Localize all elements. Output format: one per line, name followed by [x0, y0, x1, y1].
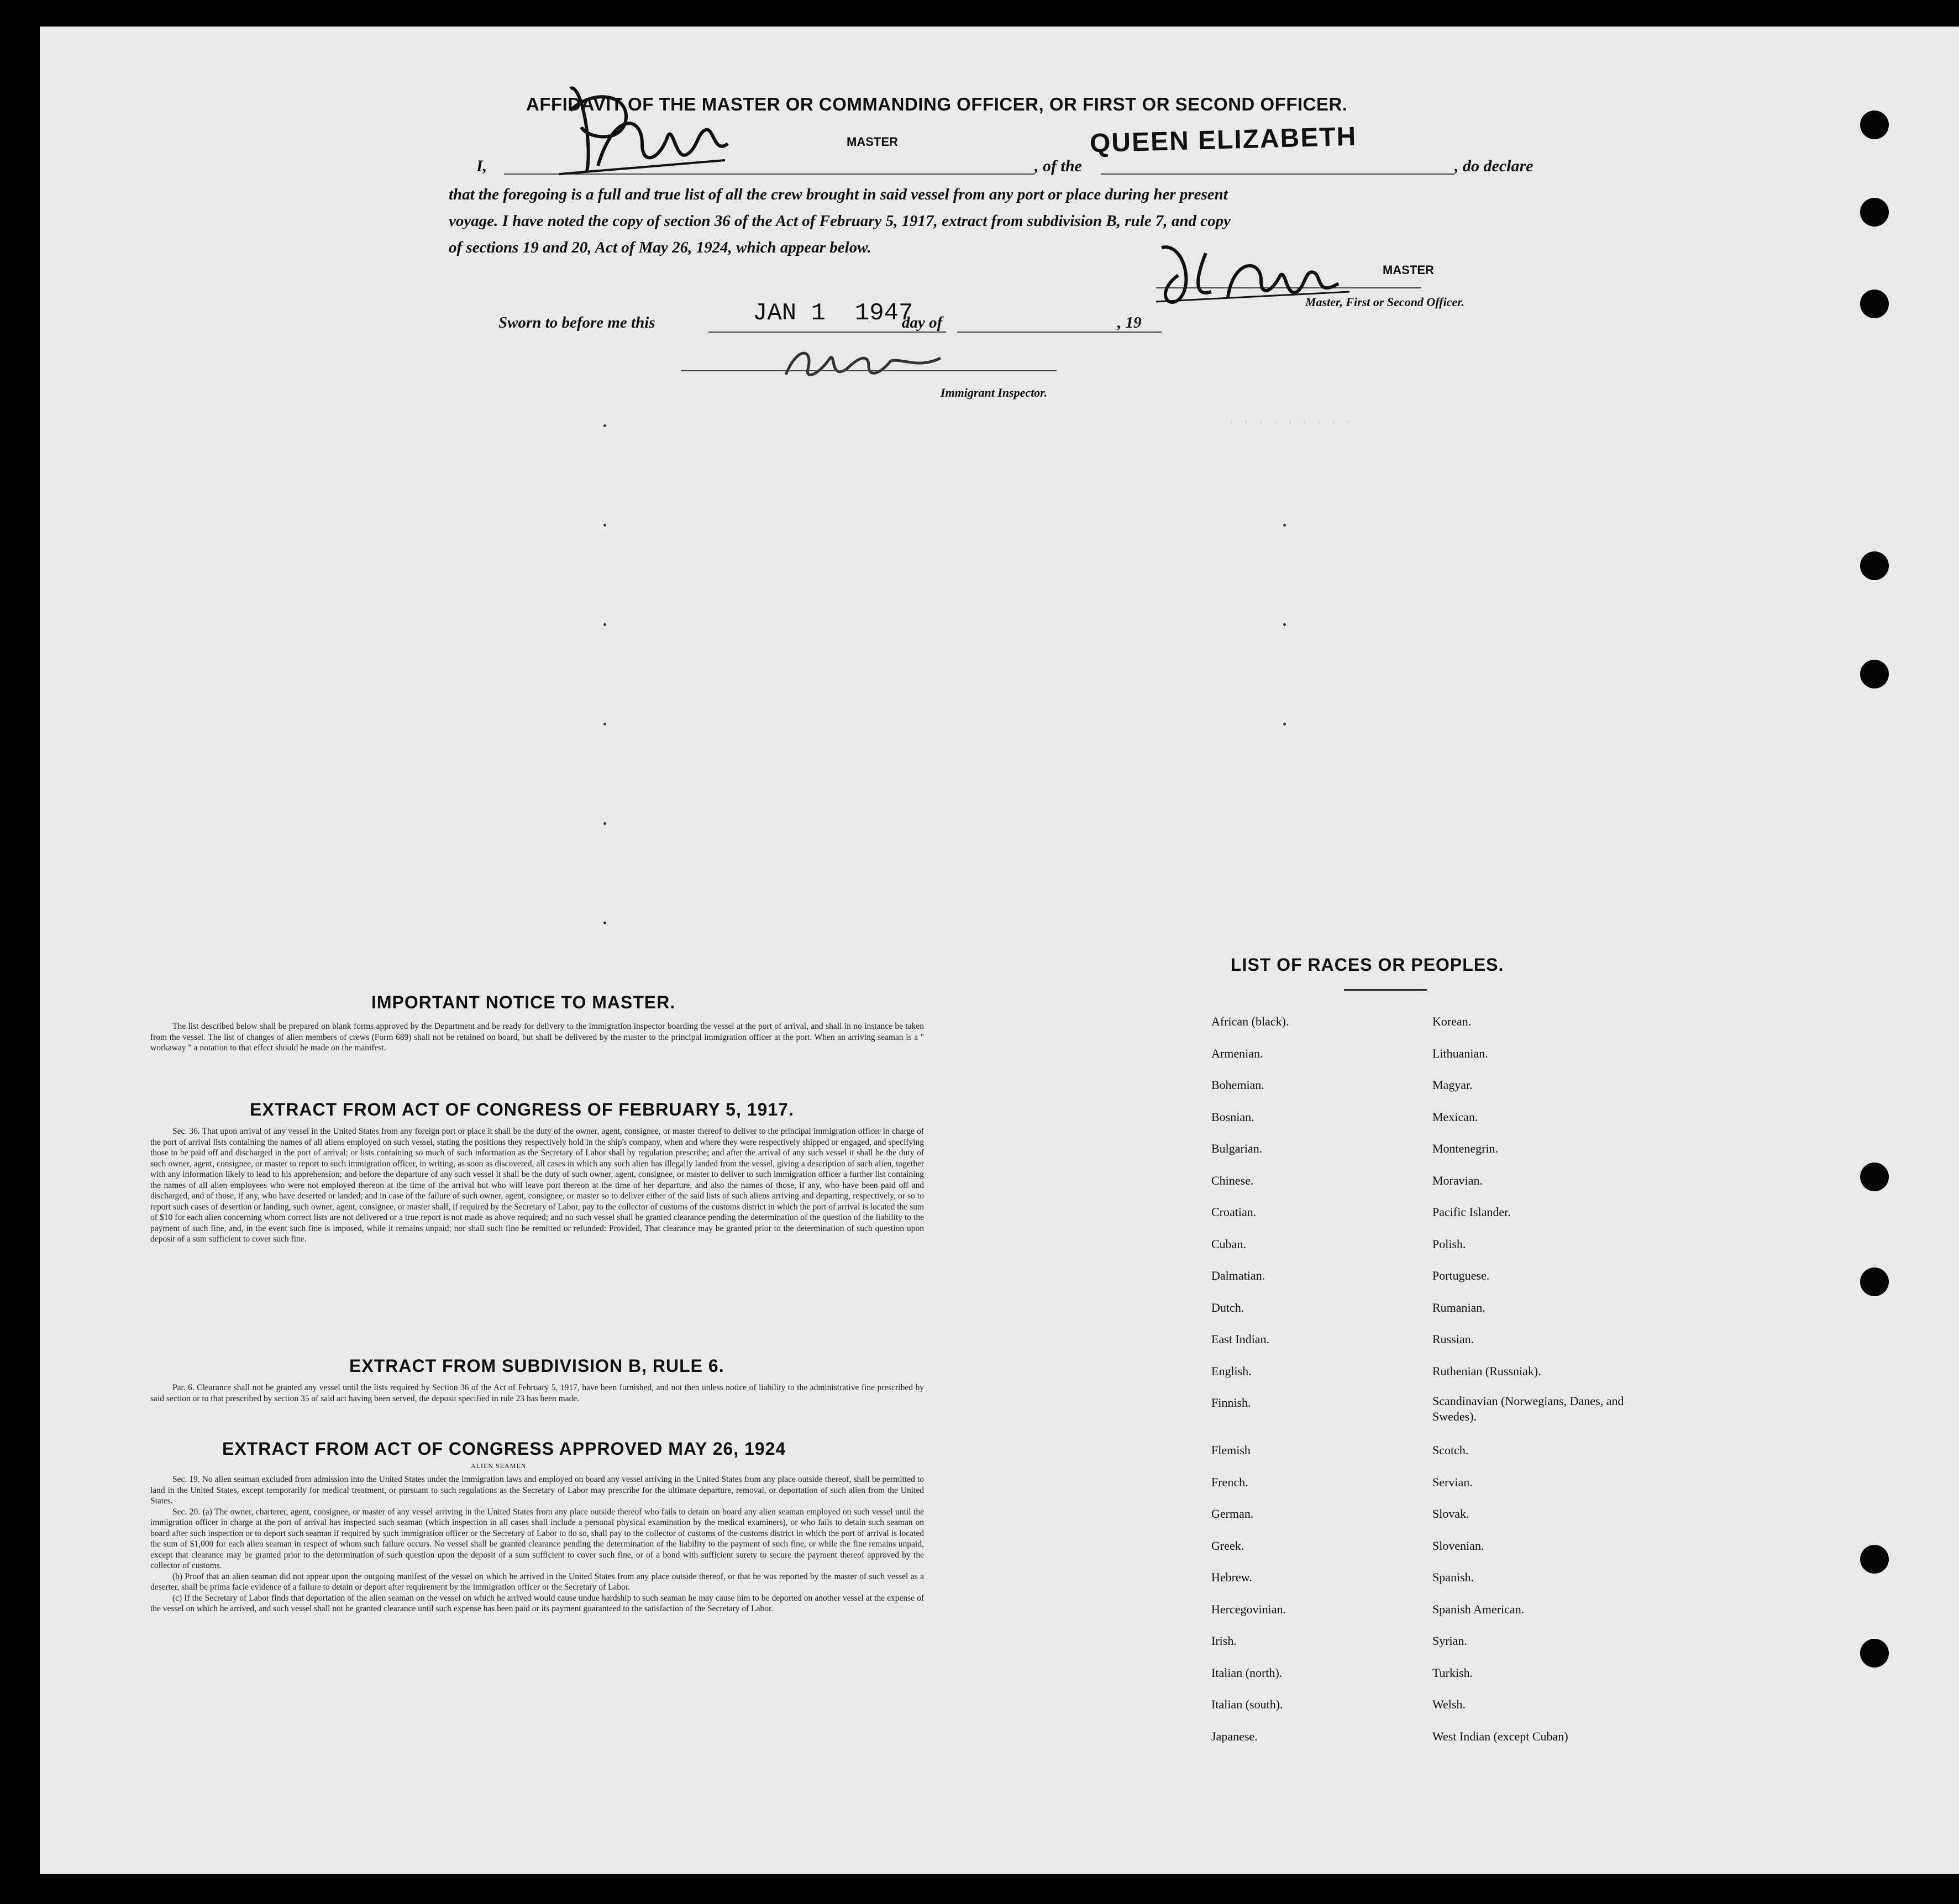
- form-dot: [603, 723, 606, 725]
- race-item: West Indian (except Cuban): [1432, 1729, 1568, 1743]
- extract-1924-body: [150, 1474, 924, 1614]
- inspector-signature: [775, 336, 952, 386]
- race-item: Portuguese.: [1432, 1269, 1490, 1282]
- race-item: Slovenian.: [1432, 1538, 1484, 1553]
- sec19-text: Sec. 19. No alien seaman excluded from admission into the United States under the immigration laws and employed on board any vessel arriving in the United States from any place outside thereof, shall be permitted to land in the United States, except temporarily for medical treatment, or pursuant to such regulations as the Secretary of Labor may prescribe for the ultimate departure, removal, or deportation of such alien from the United States.: [150, 1475, 924, 1506]
- race-item: Italian (south).: [1211, 1697, 1283, 1711]
- extract-rule6-title: EXTRACT FROM SUBDIVISION B, RULE 6.: [349, 1356, 724, 1376]
- affidavit-title: AFFIDAVIT OF THE MASTER OR COMMANDING OFFICER, OR FIRST OR SECOND OFFICER.: [526, 94, 1348, 114]
- races-left-column: [1211, 1006, 1289, 1752]
- punch-hole: [1860, 198, 1889, 227]
- sec20b-text: (b) Proof that an alien seaman did not appear upon the outgoing manifest of the vessel on which he arrived in the United States from any place outside thereof, or that he was reported by the master of such vessel as a deserter, shall be prima facie evidence of a failure to detain or deport after requirement by the immigration officer or the Secretary of Labor.: [150, 1571, 924, 1592]
- form-dot: [603, 623, 606, 626]
- do-declare-label: , do declare: [1454, 157, 1533, 175]
- race-item: Lithuanian.: [1432, 1046, 1488, 1060]
- race-item: Italian (north).: [1211, 1665, 1283, 1680]
- race-item: Slovak.: [1432, 1507, 1469, 1521]
- affidavit-line-2: voyage. I have noted the copy of section 36 of the Act of February 5, 1917, extract from subdivision B, rule 7, and copy: [449, 212, 1231, 230]
- form-dot: [1283, 723, 1286, 725]
- race-item: Syrian.: [1432, 1634, 1467, 1648]
- punch-hole: [1860, 1267, 1889, 1296]
- form-dot: [603, 424, 606, 427]
- form-dot: [603, 822, 606, 825]
- manifest-page: [40, 27, 1959, 1874]
- extract-1917-body: Sec. 36. That upon arrival of any vessel in the United States from any foreign port or place it shall be the duty of the owner, agent, consignee, or master thereof to deliver to the principal immigration officer in charge of the port of arrival lists containing the names of all aliens employed on such vessel, stating the positions they respectively hold in the ship's company, when and where they were respectively shipped or engaged, and specifying those to be paid off and discharged in the port of arrival; or lists containing so much of such information as the Secretary of Labor shall by regulation prescribe; and after the arrival of any such vessel it shall be the duty of such owner, agent, consignee, or master to report to such immigration officer, in writing, as soon as discovered, all cases in which any such alien has illegally landed from the vessel, giving a description of such alien, together with any information likely to lead to his apprehension; and before the departure of any such vessel it shall be the duty of such owner, agent, consignee, or master to deliver to such immigration officer a further list containing the names of all alien employees who were not employed thereon at the time of the arrival but who will leave port thereon at the time of her departure, and also the names of those, if any, who have been paid off and discharged, and of those, if any, who have deserted or landed; and in case of the failure of such owner, agent, consignee, or master so to deliver either of the said lists of such aliens arriving and departing, respectively, or so to report such cases of desertion or landing, such owner, agent, consignee, or master shall, if required by the Secretary of Labor, pay to the collector of customs of the customs district in which the port of arrival is located the sum of $10 for each alien concerning whom correct lists are not delivered or a true report is not made as above required; and no such vessel shall be granted clearance pending the determination of the question of the liability to the payment of such fine, and, in the event such fine is imposed, while it remains unpaid; nor shall such fine be remitted or refunded: Provided, That clearance may be granted prior to the determination of such question upon deposit of a sum sufficient to cover such fine.: [150, 1127, 924, 1244]
- sec20a-text: Sec. 20. (a) The owner, charterer, agent, consignee, or master of any vessel arriving in the United States from any place outside thereof who fails to detain on board any alien seaman employed on such vessel until the immigration officer in charge at the port of arrival has inspected such seaman (which inspection in all cases shall include a personal physical examination by the medical examiners), or who fails to detain such seaman on board after such inspection or to deport such seaman if required by such immigration officer or the Secretary of Labor to do so, shall pay to the collector of customs of the customs district in which the port of arrival is located the sum of $1,000 for each alien seaman in respect of whom such failure occurs. No vessel shall be granted clearance pending the determination of the liability to the payment of such fine, or while the fine remains unpaid, except that clearance may be granted prior to the determination of such question upon the deposit of a sum sufficient to cover such fine, or of a bond with sufficient surety to secure the payment thereof approved by the collector of customs.: [150, 1507, 924, 1570]
- form-dot: [1283, 524, 1286, 527]
- race-item: Japanese.: [1211, 1729, 1258, 1743]
- race-item: Armenian.: [1211, 1046, 1263, 1060]
- race-item: Bosnian.: [1211, 1109, 1254, 1124]
- notice-body: The list described below shall be prepared on blank forms approved by the Department and be ready for delivery to the immigration inspector boarding the vessel at the port of arrival, and shall in no instance be taken from the vessel. The list of changes of alien members of crews (Form 689) shall not be retained on board, but shall be delivered by the master to the principal immigration officer at the port. When an arriving seaman is a " workaway " a notation to that effect should be made on the manifest.: [150, 1022, 924, 1053]
- races-title-rule: [1344, 989, 1427, 991]
- race-item: East Indian.: [1211, 1332, 1270, 1346]
- race-item: Russian.: [1432, 1332, 1474, 1346]
- race-item: Hebrew.: [1211, 1570, 1252, 1584]
- race-item: Bulgarian.: [1211, 1142, 1263, 1155]
- extract-rule6-body: Par. 6. Clearance shall not be granted any vessel until the lists required by Section 36 of the Act of February 5, 1917, have been furnished, and not then unless notice of liability to the administrative fine prescribed by said section or to that prescribed by section 35 of said act having been served, the deposit specified in rule 23 has been made.: [150, 1383, 924, 1403]
- race-item: Moravian.: [1432, 1173, 1483, 1187]
- form-dot: [1283, 623, 1286, 626]
- form-dot: [603, 922, 606, 924]
- of-the-label: , of the: [1034, 157, 1082, 175]
- punch-hole: [1860, 1639, 1889, 1668]
- notice-title: IMPORTANT NOTICE TO MASTER.: [371, 992, 676, 1012]
- punch-hole: [1860, 660, 1889, 688]
- race-item: Croatian.: [1211, 1205, 1257, 1219]
- race-item: Chinese.: [1211, 1173, 1254, 1187]
- punch-hole: [1860, 551, 1889, 580]
- races-title: LIST OF RACES OR PEOPLES.: [1231, 955, 1504, 975]
- race-item: Bohemian.: [1211, 1078, 1264, 1092]
- race-item: Scotch.: [1432, 1443, 1469, 1457]
- race-item: Scandinavian (Norwegians, Danes, and Swedes).: [1432, 1394, 1624, 1423]
- race-item: African (black).: [1211, 1014, 1289, 1028]
- bleed-through-text: . . . . . . . . .: [1228, 413, 1352, 427]
- race-item: Turkish.: [1432, 1665, 1473, 1680]
- race-item: Servian.: [1432, 1475, 1473, 1489]
- extract-1917-title: EXTRACT FROM ACT OF CONGRESS OF FEBRUARY 5, 1917.: [250, 1100, 794, 1119]
- race-item: Cuban.: [1211, 1237, 1246, 1251]
- race-item: Irish.: [1211, 1634, 1237, 1648]
- punch-hole: [1860, 1545, 1889, 1574]
- race-item: Dutch.: [1211, 1300, 1244, 1314]
- race-item: Finnish.: [1211, 1396, 1251, 1409]
- extract-1924-subtitle: ALIEN SEAMEN: [471, 1462, 527, 1470]
- race-item: Polish.: [1432, 1237, 1466, 1251]
- race-item: Magyar.: [1432, 1078, 1473, 1092]
- race-item: Montenegrin.: [1432, 1142, 1499, 1155]
- signature-master-stamp: MASTER: [1383, 263, 1434, 277]
- race-item: Korean.: [1432, 1014, 1472, 1028]
- year-suffix: , 19: [1117, 314, 1142, 332]
- race-item: Mexican.: [1432, 1109, 1478, 1124]
- sworn-label: Sworn to before me this: [498, 314, 655, 332]
- races-right-column: [1432, 1006, 1637, 1752]
- inspector-caption: Immigrant Inspector.: [941, 386, 1048, 399]
- inspector-line: [681, 370, 1057, 371]
- race-item: Spanish.: [1432, 1570, 1474, 1584]
- form-dot: [603, 524, 606, 527]
- race-item: Greek.: [1211, 1538, 1244, 1553]
- race-item: German.: [1211, 1507, 1254, 1521]
- master-signature-top: [548, 77, 736, 182]
- race-item: Dalmatian.: [1211, 1269, 1265, 1282]
- race-item: French.: [1211, 1475, 1248, 1489]
- race-item: English.: [1211, 1364, 1252, 1378]
- affidavit-line-3: of sections 19 and 20, Act of May 26, 1924, which appear below.: [449, 239, 871, 256]
- race-item: Pacific Islander.: [1432, 1205, 1511, 1219]
- race-item: Welsh.: [1432, 1697, 1466, 1711]
- sec20c-text: (c) If the Secretary of Labor finds that deportation of the alien seaman on the vessel on which he arrived would cause undue hardship to such seaman he may cause him to be deported on another vessel at the expense of the vessel on which he arrived, and such vessel shall not be granted clearance until such expense has been paid or its payment guaranteed to the satisfaction of the Secretary of Labor.: [150, 1593, 924, 1613]
- vessel-name-line: [1101, 173, 1454, 175]
- vessel-name: QUEEN ELIZABETH: [1089, 122, 1357, 159]
- extract-1924-title: EXTRACT FROM ACT OF CONGRESS APPROVED MAY 26, 1924: [222, 1439, 786, 1459]
- punch-hole: [1860, 111, 1889, 139]
- race-item: Flemish: [1211, 1443, 1251, 1457]
- race-item: Ruthenian (Russniak).: [1432, 1364, 1541, 1378]
- affidavit-i-label: I,: [476, 157, 487, 175]
- master-stamp: MASTER: [847, 135, 898, 149]
- signature-caption: Master, First or Second Officer.: [1305, 295, 1465, 309]
- race-item: Spanish American.: [1432, 1602, 1525, 1616]
- affidavit-line-1: that the foregoing is a full and true list of all the crew brought in said vessel from any port or place during her present: [449, 186, 1228, 203]
- punch-hole: [1860, 290, 1889, 318]
- race-item: Rumanian.: [1432, 1300, 1485, 1314]
- punch-hole: [1860, 1163, 1889, 1191]
- sworn-date-stamp: JAN 1 1947: [753, 299, 913, 327]
- day-of-label: day of: [902, 314, 943, 332]
- race-item: Hercegovinian.: [1211, 1602, 1286, 1616]
